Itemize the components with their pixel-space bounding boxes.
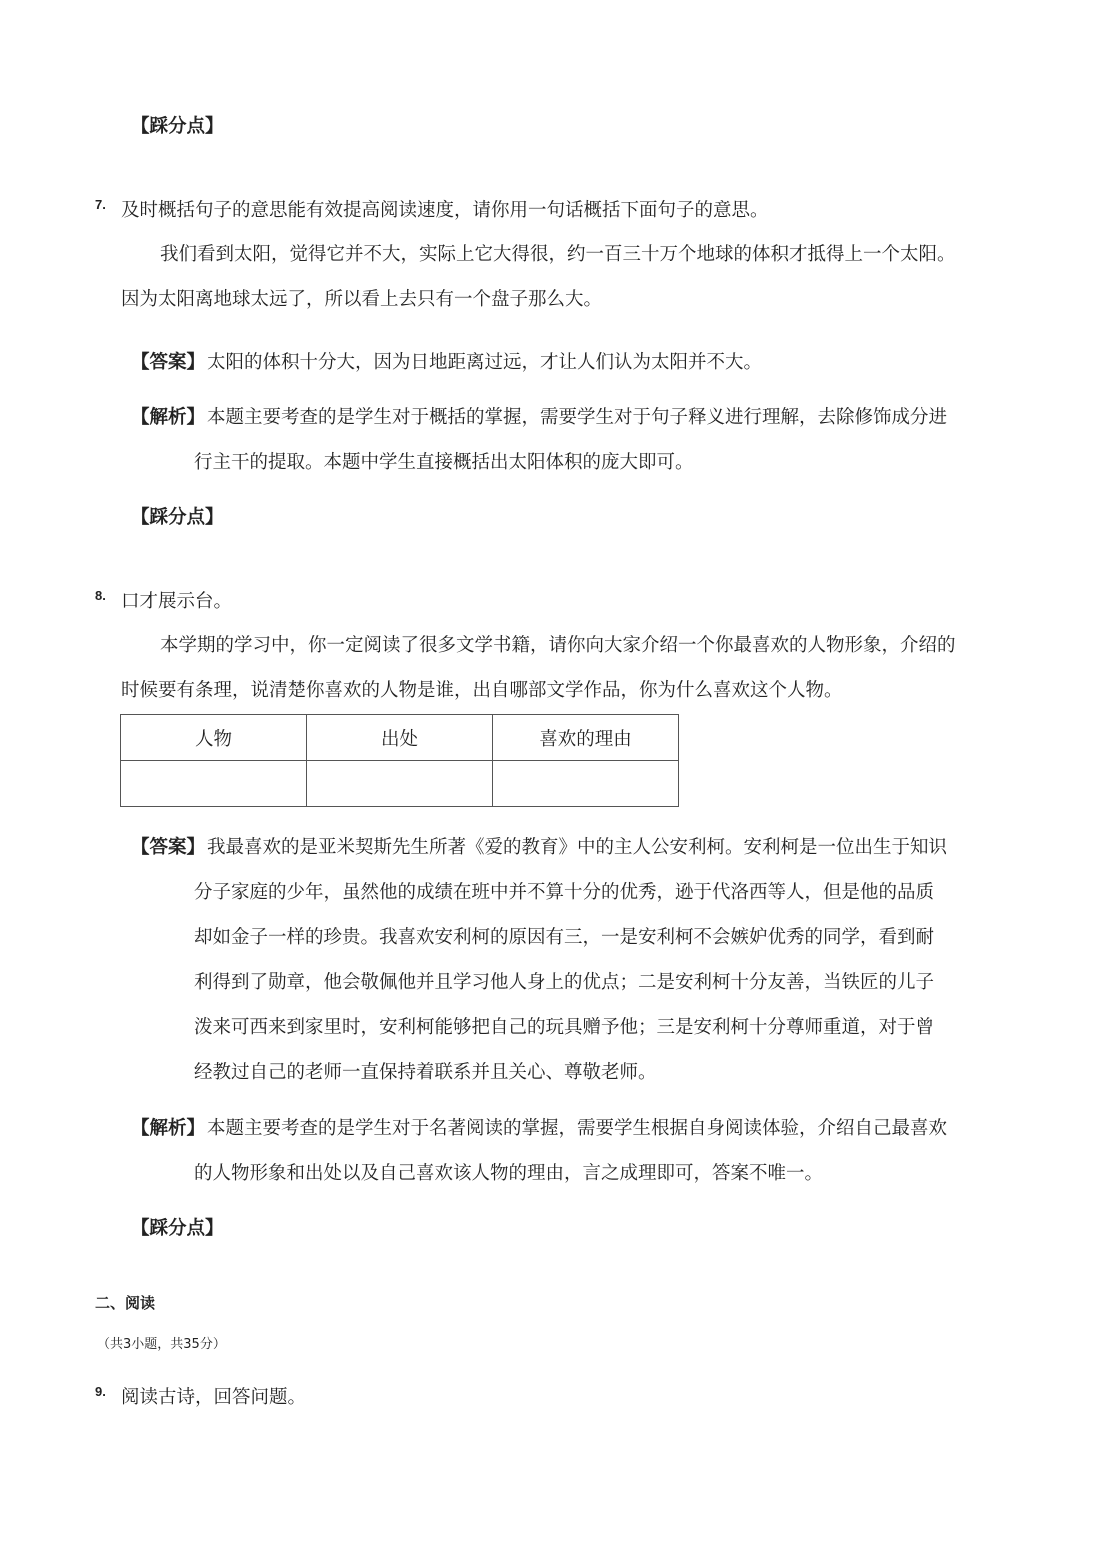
table-cell — [121, 761, 307, 807]
question-number: 8. — [95, 588, 106, 603]
analysis-line: 本题主要考查的是学生对于概括的掌握，需要学生对于句子释义进行理解，去除修饰成分进 — [207, 407, 948, 428]
table-header-cell: 人物 — [121, 715, 307, 761]
answer-line: 分子家庭的少年，虽然他的成绩在班中并不算十分的优秀，逊于代洛西等人，但是他的品质 — [194, 882, 935, 903]
analysis-line: 本题主要考查的是学生对于名著阅读的掌握，需要学生根据自身阅读体验，介绍自己最喜欢 — [207, 1118, 948, 1139]
passage-line: 因为太阳离地球太远了，所以看上去只有一个盘子那么大。 — [121, 289, 603, 310]
analysis-label: 【解析】 — [131, 407, 206, 428]
answer-line: 泼来可西来到家里时，安利柯能够把自己的玩具赠予他；三是安利柯十分尊师重道，对于曾 — [194, 1017, 935, 1038]
score-point-label: 【踩分点】 — [131, 1218, 224, 1239]
passage-line: 时候要有条理，说清楚你喜欢的人物是谁，出自哪部文学作品，你为什么喜欢这个人物。 — [121, 680, 843, 701]
score-point-label: 【踩分点】 — [131, 507, 224, 528]
table-cell — [307, 761, 493, 807]
table-row — [121, 761, 679, 807]
answer-table — [120, 714, 679, 807]
answer-label: 【答案】 — [131, 352, 206, 373]
table-cell — [493, 761, 679, 807]
section-title: 二、阅读 — [95, 1294, 156, 1312]
table-header-cell: 出处 — [307, 715, 493, 761]
score-point-label: 【踩分点】 — [131, 116, 224, 137]
answer-label: 【答案】 — [131, 837, 206, 858]
answer-line: 利得到了勋章，他会敬佩他并且学习他人身上的优点；二是安利柯十分友善，当铁匠的儿子 — [194, 972, 935, 993]
question-prompt: 及时概括句子的意思能有效提高阅读速度，请你用一句话概括下面句子的意思。 — [121, 200, 769, 221]
analysis-line: 的人物形象和出处以及自己喜欢该人物的理由，言之成理即可，答案不唯一。 — [194, 1163, 824, 1184]
table-header-row — [121, 715, 679, 761]
answer-line: 我最喜欢的是亚米契斯先生所著《爱的教育》中的主人公安利柯。安利柯是一位出生于知识 — [207, 837, 948, 858]
answer-line: 太阳的体积十分大，因为日地距离过远，才让人们认为太阳并不大。 — [207, 352, 763, 373]
analysis-line: 行主干的提取。本题中学生直接概括出太阳体积的庞大即可。 — [194, 452, 694, 473]
answer-line: 却如金子一样的珍贵。我喜欢安利柯的原因有三，一是安利柯不会嫉妒优秀的同学，看到耐 — [194, 927, 935, 948]
question-number: 7. — [95, 197, 106, 212]
table-header-cell: 喜欢的理由 — [493, 715, 679, 761]
section-subtitle: （共3小题，共35分） — [97, 1337, 226, 1352]
passage-line: 我们看到太阳，觉得它并不大，实际上它大得很，约一百三十万个地球的体积才抵得上一个太阳。 — [160, 244, 956, 265]
analysis-label: 【解析】 — [131, 1118, 206, 1139]
answer-line: 经教过自己的老师一直保持着联系并且关心、尊敬老师。 — [194, 1062, 657, 1083]
passage-line: 本学期的学习中，你一定阅读了很多文学书籍，请你向大家介绍一个你最喜欢的人物形象，介绍的 — [160, 635, 956, 656]
question-number: 9. — [95, 1384, 106, 1399]
question-prompt: 口才展示台。 — [121, 591, 233, 612]
question-prompt: 阅读古诗，回答问题。 — [121, 1387, 307, 1408]
